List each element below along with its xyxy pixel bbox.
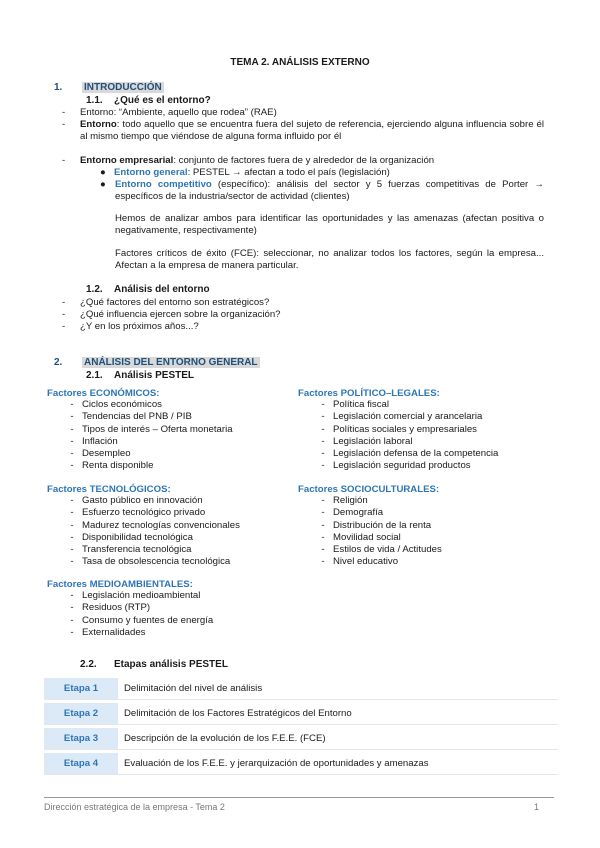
subsection-1-1-label: ¿Qué es el entorno? — [114, 95, 211, 106]
section-2-number: 2. — [54, 357, 63, 368]
list-item: - Madurez tecnologías convencionales — [70, 519, 240, 531]
factores-economicos — [47, 388, 233, 473]
factores-medioambientales — [47, 579, 213, 639]
list-item: - Ciclos económicos — [70, 399, 162, 410]
list-item: - ¿Qué influencia ejercen sobre la organización? — [62, 309, 281, 320]
stage-description: Evaluación de los F.E.E. y jerarquización de oportunidades y amenazas — [118, 753, 558, 775]
entorno-text: : todo aquello que se encuentra fuera del sujeto de referencia, ejerciendo alguna influencia sobre él al mismo tiempo que viéndose de alguna forma influido por él — [80, 119, 544, 143]
factores-tecnologicos — [47, 484, 240, 569]
entorno-label: Entorno — [80, 119, 117, 130]
factores-socioculturales-label: Factores SOCIOCULTURALES: — [298, 484, 440, 495]
factores-tecnologicos-label: Factores TECNOLÓGICOS: — [47, 484, 171, 495]
stages-table — [44, 675, 558, 778]
entorno-general-item — [100, 167, 390, 179]
section-1-number: 1. — [54, 82, 63, 93]
section-2-label: ANÁLISIS DEL ENTORNO GENERAL — [84, 357, 258, 368]
list-item: - Externalidades — [70, 626, 146, 638]
subsection-2-1-label: Análisis PESTEL — [114, 370, 195, 381]
subsection-2-2-heading — [80, 659, 228, 670]
subsection-1-1-heading — [86, 95, 211, 106]
factores-medioambientales-label: Factores MEDIOAMBIENTALES: — [47, 579, 193, 590]
bullet-icon: ● — [100, 167, 106, 178]
subsection-2-2-label: Etapas análisis PESTEL — [114, 659, 228, 670]
entorno-definition — [62, 107, 277, 119]
list-item: - ¿Y en los próximos años...? — [62, 321, 199, 332]
note-oportunidades: Hemos de analizar ambos para identificar las oportunidades y las amenazas (afectan positiva o negativamente, respectivamente) — [115, 213, 544, 237]
factores-politico-legales — [298, 388, 498, 473]
entorno-paragraph — [80, 119, 544, 144]
note-fce: Factores críticos de éxito (FCE): seleccionar, no analizar todos los factores, según la empresa... Afectan a la empresa de manera particular. — [115, 248, 544, 272]
list-item: - Políticas sociales y empresariales — [321, 423, 477, 435]
list-item: - Religión — [321, 495, 368, 506]
list-item: - Residuos (RTP) — [70, 602, 151, 614]
list-item: - Esfuerzo tecnológico privado — [70, 507, 206, 519]
list-item: - Política fiscal — [321, 399, 389, 410]
footer-divider — [44, 797, 554, 798]
factores-politicos-label: Factores POLÍTICO–LEGALES: — [298, 388, 440, 399]
list-item: - Tendencias del PNB / PIB — [70, 411, 192, 423]
stage-label: Etapa 2 — [44, 703, 118, 725]
list-item: - Legislación defensa de la competencia — [321, 448, 499, 460]
stage-description: Delimitación del nivel de análisis — [118, 678, 558, 700]
entorno-competitivo-label: Entorno competitivo — [115, 179, 212, 190]
stage-label: Etapa 3 — [44, 728, 118, 750]
table-row — [44, 703, 558, 725]
entorno-competitivo-text: (específico): análisis del sector y 5 fuerzas competitivas de Porter → específicos de la industria/sector de actividad (clientes) — [115, 179, 544, 203]
list-dash: - — [62, 155, 66, 166]
section-1-heading — [54, 82, 164, 93]
page-title: TEMA 2. ANÁLISIS EXTERNO — [230, 57, 370, 68]
list-dash: - — [62, 107, 66, 118]
list-item: - Renta disponible — [70, 460, 154, 472]
empresarial-label: Entorno empresarial — [80, 155, 174, 166]
list-item: - Distribución de la renta — [321, 519, 432, 531]
subsection-2-1-number: 2.1. — [86, 370, 103, 381]
list-item: - Transferencia tecnológica — [70, 544, 192, 556]
factores-economicos-label: Factores ECONÓMICOS: — [47, 388, 160, 399]
stage-label: Etapa 4 — [44, 753, 118, 775]
stage-description: Descripción de la evolución de los F.E.E. (FCE) — [118, 728, 558, 750]
list-item: - Legislación medioambiental — [70, 590, 201, 601]
page-number: 1 — [534, 802, 540, 812]
table-row — [44, 753, 558, 775]
entorno-competitivo-item — [115, 179, 544, 204]
stage-description: Delimitación de los Factores Estratégicos del Entorno — [118, 703, 558, 725]
bullet-icon: ● — [100, 179, 106, 190]
list-item: - Inflación — [70, 435, 118, 447]
footer-text: Dirección estratégica de la empresa - Tema 2 — [44, 802, 225, 812]
subsection-2-2-number: 2.2. — [80, 659, 97, 670]
entorno-general-label: Entorno general — [114, 167, 188, 178]
list-item: - Consumo y fuentes de energía — [70, 614, 214, 626]
section-1-label: INTRODUCCIÓN — [84, 82, 162, 93]
list-item: - Demografía — [321, 507, 384, 519]
empresarial-text: : conjunto de factores fuera de y alrededor de la organización — [173, 155, 435, 166]
entorno-general-text: : PESTEL → afectan a todo el país (legislación) — [187, 167, 390, 178]
subsection-1-2-label: Análisis del entorno — [114, 284, 210, 295]
factores-socioculturales — [298, 484, 442, 569]
empresarial-line — [62, 155, 434, 167]
section-2-heading — [54, 357, 260, 368]
entorno-dash: - — [62, 119, 66, 130]
list-item: - Legislación seguridad productos — [321, 460, 471, 472]
table-row — [44, 728, 558, 750]
list-item: - Tasa de obsolescencia tecnológica — [70, 556, 231, 568]
subsection-1-2-number: 1.2. — [86, 284, 103, 295]
list-item: - Movilidad social — [321, 531, 401, 543]
table-row — [44, 678, 558, 700]
list-item: - Estilos de vida / Actitudes — [321, 544, 442, 556]
questions-list — [62, 297, 281, 333]
subsection-1-1-number: 1.1. — [86, 95, 103, 106]
list-item: - Tipos de interés – Oferta monetaria — [70, 423, 233, 435]
list-item: - Legislación laboral — [321, 435, 413, 447]
list-item: - ¿Qué factores del entorno son estratégicos? — [62, 297, 270, 308]
stage-label: Etapa 1 — [44, 678, 118, 700]
list-item: - Nivel educativo — [321, 556, 399, 568]
entorno-definition-text: Entorno: “Ambiente, aquello que rodea” (RAE) — [80, 107, 277, 118]
subsection-1-2-heading — [86, 284, 210, 295]
list-item: - Legislación comercial y arancelaria — [321, 411, 483, 423]
list-item: - Desempleo — [70, 448, 131, 460]
subsection-2-1-heading — [86, 370, 194, 381]
list-item: - Disponibilidad tecnológica — [70, 531, 193, 543]
list-item: - Gasto público en innovación — [70, 495, 203, 506]
